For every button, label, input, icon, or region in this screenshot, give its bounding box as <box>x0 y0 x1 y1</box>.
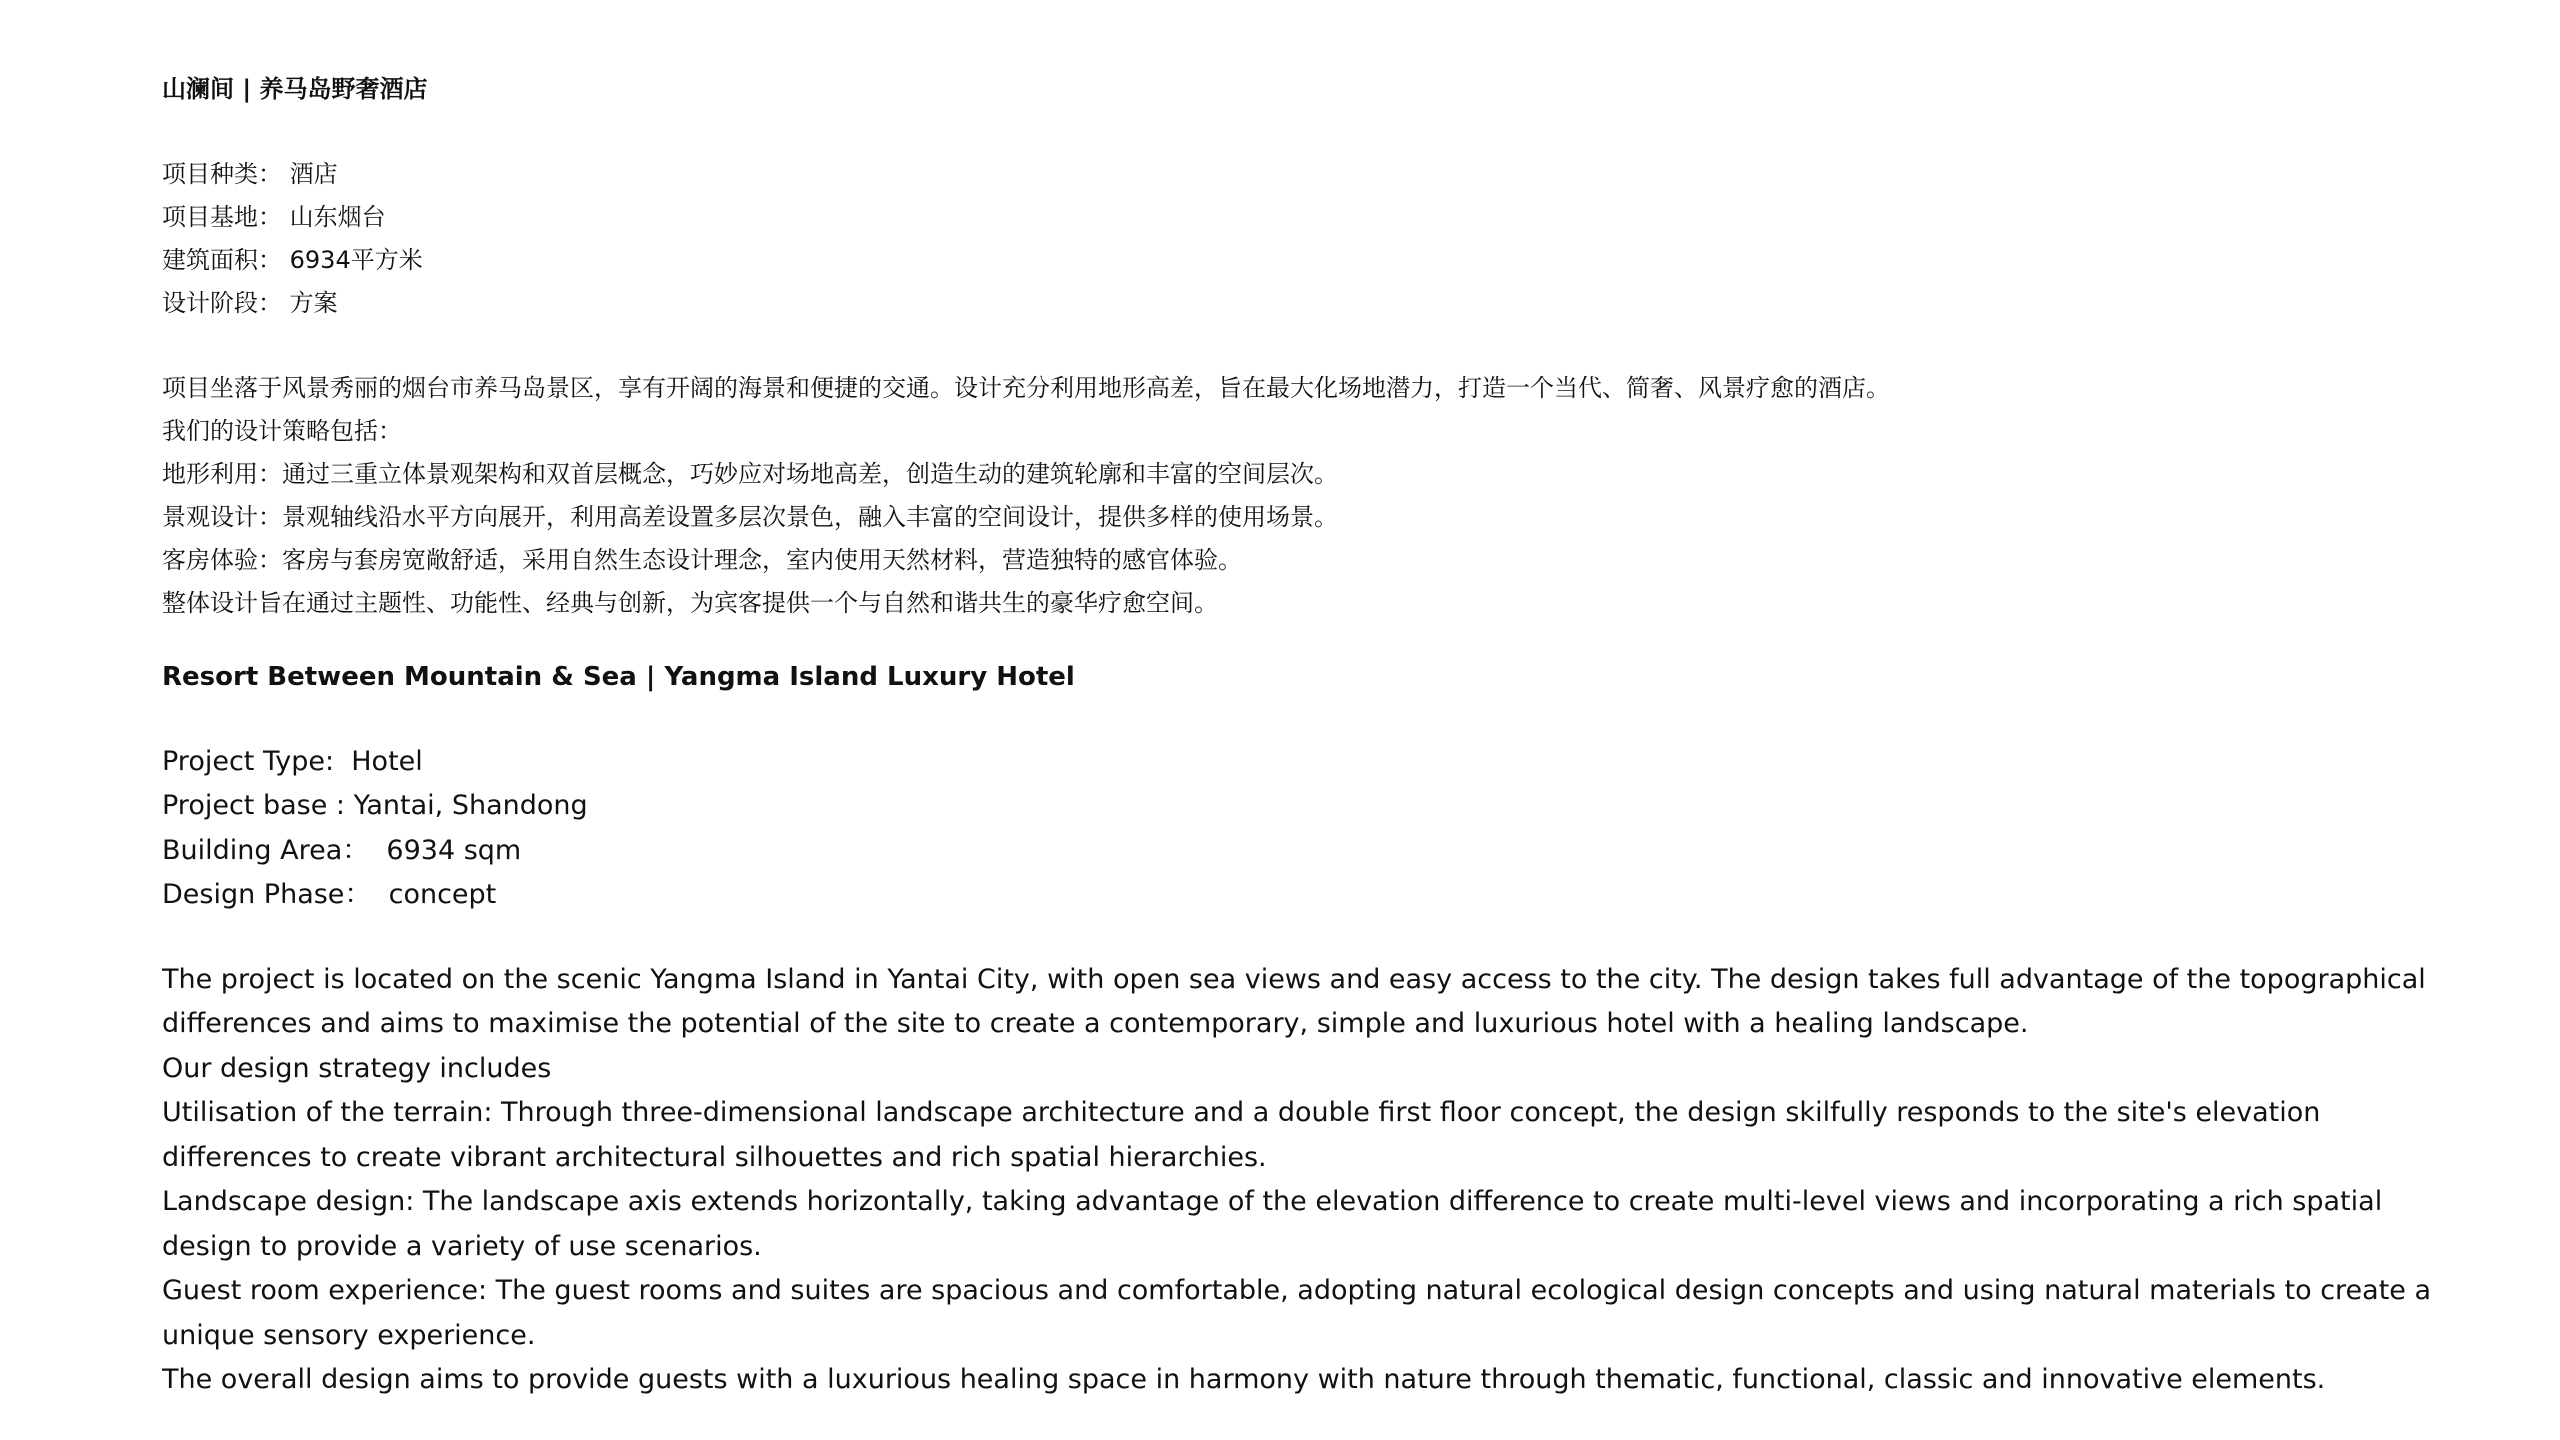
chinese-title: 山澜间 | 养马岛野奢酒店 <box>162 75 428 103</box>
english-paragraph: Our design strategy includes <box>162 1052 552 1084</box>
fact-label: Project Type: <box>162 745 352 777</box>
spacer <box>162 918 2442 958</box>
fact-value: 6934平方米 <box>289 246 423 274</box>
fact-value: Hotel <box>351 745 423 777</box>
fact-design-phase <box>162 282 2442 325</box>
fact-value: 6934 sqm <box>386 834 522 866</box>
fact-label: Project base : <box>162 790 354 821</box>
fact-value: 酒店 <box>289 160 338 188</box>
english-section <box>162 655 2442 1403</box>
chinese-paragraph: 我们的设计策略包括： <box>162 417 402 445</box>
fact-label: 项目基地： <box>162 203 282 231</box>
chinese-paragraph: 地形利用：通过三重立体景观架构和双首层概念，巧妙应对场地高差，创造生动的建筑轮廓和丰富的空间层次。 <box>162 460 1338 488</box>
chinese-paragraph: 客房体验：客房与套房宽敞舒适，采用自然生态设计理念，室内使用天然材料，营造独特的感官体验。 <box>162 546 1242 574</box>
chinese-paragraph: 项目坐落于风景秀丽的烟台市养马岛景区，享有开阔的海景和便捷的交通。设计充分利用地形高差，旨在最大化场地潜力，打造一个当代、简奢、风景疗愈的酒店。 <box>162 374 1890 402</box>
english-paragraph: Landscape design: The landscape axis extends horizontally, taking advantage of the elevation difference to create multi-level views and incorporating a rich spatial design to provide a variety of use scenarios. <box>162 1186 2383 1262</box>
spacer <box>162 111 2442 153</box>
fact-value: 山东烟台 <box>289 203 386 231</box>
fact-project-type <box>162 740 2442 785</box>
english-paragraph: Utilisation of the terrain: Through three-dimensional landscape architecture and a double first floor concept, the design skilfully responds to the site's elevation differences to create vibrant architectural silhouettes and rich spatial hierarchies. <box>162 1097 2321 1173</box>
spacer <box>162 625 2442 655</box>
chinese-section <box>162 68 2442 625</box>
fact-design-phase <box>162 873 2442 918</box>
fact-label: 设计阶段： <box>162 289 282 317</box>
fact-value: 方案 <box>289 289 338 317</box>
english-paragraph: Guest room experience: The guest rooms and suites are spacious and comfortable, adopting natural ecological design concepts and using natural materials to create a unique sensory experience. <box>162 1275 2432 1351</box>
fact-project-base <box>162 196 2442 239</box>
fact-project-base <box>162 784 2442 829</box>
fact-label: Building Area： <box>162 834 387 866</box>
english-paragraph: The overall design aims to provide guests with a luxurious healing space in harmony with nature through thematic, functional, classic and innovative elements. <box>162 1364 2326 1395</box>
fact-project-type <box>162 153 2442 196</box>
english-description <box>162 958 2442 1403</box>
chinese-description <box>162 367 2442 625</box>
fact-value: concept <box>388 879 497 910</box>
english-title: Resort Between Mountain & Sea | Yangma Island Luxury Hotel <box>162 662 1075 692</box>
chinese-paragraph: 整体设计旨在通过主题性、功能性、经典与创新，为宾客提供一个与自然和谐共生的豪华疗愈空间。 <box>162 589 1218 617</box>
english-facts <box>162 740 2442 918</box>
fact-building-area <box>162 239 2442 282</box>
spacer <box>162 700 2442 740</box>
fact-label: 建筑面积： <box>162 246 282 274</box>
chinese-paragraph: 景观设计：景观轴线沿水平方向展开，利用高差设置多层次景色，融入丰富的空间设计，提供多样的使用场景。 <box>162 503 1338 531</box>
chinese-facts <box>162 153 2442 325</box>
fact-building-area <box>162 829 2442 874</box>
fact-label: 项目种类： <box>162 160 282 188</box>
english-paragraph: The project is located on the scenic Yangma Island in Yantai City, with open sea views and easy access to the city. The design takes full advantage of the topographical differences and aims to maximise the potential of the site to create a contemporary, simple and luxurious hotel with a healing landscape. <box>162 963 2426 1039</box>
spacer <box>162 325 2442 367</box>
fact-label: Design Phase： <box>162 879 389 910</box>
fact-value: Yantai, Shandong <box>353 790 588 821</box>
document-page <box>162 68 2442 1403</box>
